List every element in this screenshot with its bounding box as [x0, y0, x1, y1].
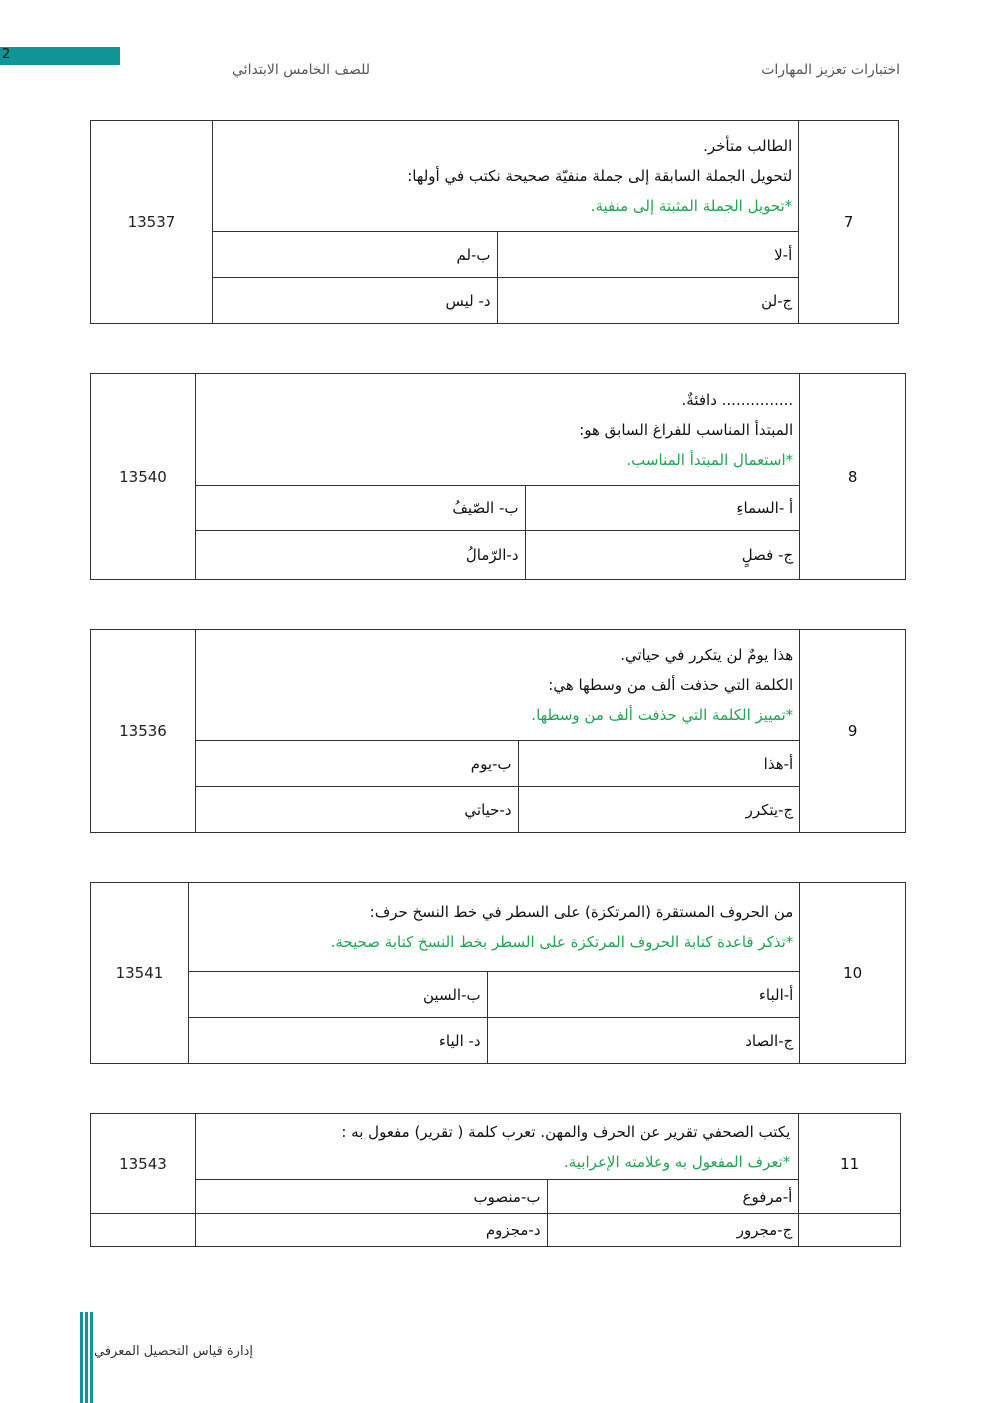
question-stem	[195, 1114, 798, 1180]
page-number: 2	[2, 47, 11, 62]
question-stem	[188, 883, 799, 972]
question-11-table	[90, 1113, 901, 1247]
option-a[interactable]: أ-مرفوع	[547, 1180, 799, 1214]
skill-text: *استعمال المبتدأ المناسب.	[626, 450, 794, 469]
empty-cell	[799, 1214, 901, 1247]
question-7-table	[90, 120, 899, 324]
question-number: 9	[800, 630, 906, 833]
footer-department: إدارة قياس التحصيل المعرفي	[94, 1344, 253, 1359]
question-8-table	[90, 373, 906, 580]
option-b[interactable]: ب-لم	[212, 232, 497, 278]
option-a[interactable]: أ-هذا	[518, 741, 800, 787]
question-code: 13540	[91, 374, 196, 580]
stem-line: هذا يومٌ لن يتكرر في حياتي.	[620, 646, 794, 664]
option-a[interactable]: أ-الباء	[487, 972, 800, 1018]
question-number: 10	[800, 883, 906, 1064]
option-b[interactable]: ب-السين	[188, 972, 487, 1018]
question-stem	[212, 121, 798, 232]
stem-line: من الحروف المستقرة (المرتكزة) على السطر في خط النسخ حرف:	[369, 903, 794, 921]
stem-line: المبتدأ المناسب للفراغ السابق هو:	[579, 420, 794, 439]
skill-text: *تعرف المفعول به وعلامته الإعرابية.	[563, 1152, 791, 1171]
skill-text: *تمييز الكلمة التي حذفت ألف من وسطها.	[531, 706, 794, 724]
skill-text: *تذكر قاعدة كتابة الحروف المرتكزة على السطر بخط النسخ كتابة صحيحة.	[330, 933, 794, 951]
stem-line: الكلمة التي حذفت ألف من وسطها هي:	[548, 676, 794, 694]
question-number: 7	[799, 121, 899, 324]
option-a[interactable]: أ-لا	[497, 232, 799, 278]
header-accent-bar	[0, 47, 120, 65]
header-title: اختبارات تعزيز المهارات	[761, 62, 900, 78]
question-code: 13543	[91, 1114, 196, 1214]
option-c[interactable]: ج-لن	[497, 278, 799, 324]
question-code: 13537	[91, 121, 213, 324]
option-d[interactable]: د-حياتي	[195, 787, 518, 833]
footer-accent-bars	[80, 1312, 94, 1403]
option-c[interactable]: ج- فصلٍ	[525, 531, 800, 580]
question-stem	[195, 630, 799, 741]
question-code: 13541	[91, 883, 189, 1064]
option-a[interactable]: أ -السماءِ	[525, 486, 800, 531]
skill-text: *تحويل الجملة المثبتة إلى منفية.	[590, 197, 793, 215]
option-c[interactable]: ج-الصاد	[487, 1018, 800, 1064]
header-grade: للصف الخامس الابتدائي	[232, 62, 371, 78]
option-d[interactable]: د- ليس	[212, 278, 497, 324]
question-number: 11	[799, 1114, 901, 1214]
question-10-table	[90, 882, 906, 1064]
option-b[interactable]: ب- الصّيفُ	[195, 486, 525, 531]
option-b[interactable]: ب-منصوب	[195, 1180, 547, 1214]
question-number: 8	[800, 374, 906, 580]
option-c[interactable]: ج-يتكرر	[518, 787, 800, 833]
option-c[interactable]: ج-مجرور	[547, 1214, 799, 1247]
option-d[interactable]: د-مجزوم	[195, 1214, 547, 1247]
empty-cell	[91, 1214, 196, 1247]
option-d[interactable]: د- الياء	[188, 1018, 487, 1064]
question-9-table	[90, 629, 906, 833]
stem-line: ............... دافئةٌ.	[681, 390, 794, 409]
option-b[interactable]: ب-يوم	[195, 741, 518, 787]
question-stem	[195, 374, 799, 486]
stem-line: الطالب متأخر.	[703, 137, 793, 155]
option-d[interactable]: د-الرّمالُ	[195, 531, 525, 580]
question-code: 13536	[91, 630, 196, 833]
stem-line: لتحويل الجملة السابقة إلى جملة منفيّة صحيحة نكتب في أولها:	[407, 167, 793, 185]
stem-line: يكتب الصحفي تقرير عن الحرف والمهن. تعرب كلمة ( تقرير) مفعول به :	[341, 1122, 791, 1141]
